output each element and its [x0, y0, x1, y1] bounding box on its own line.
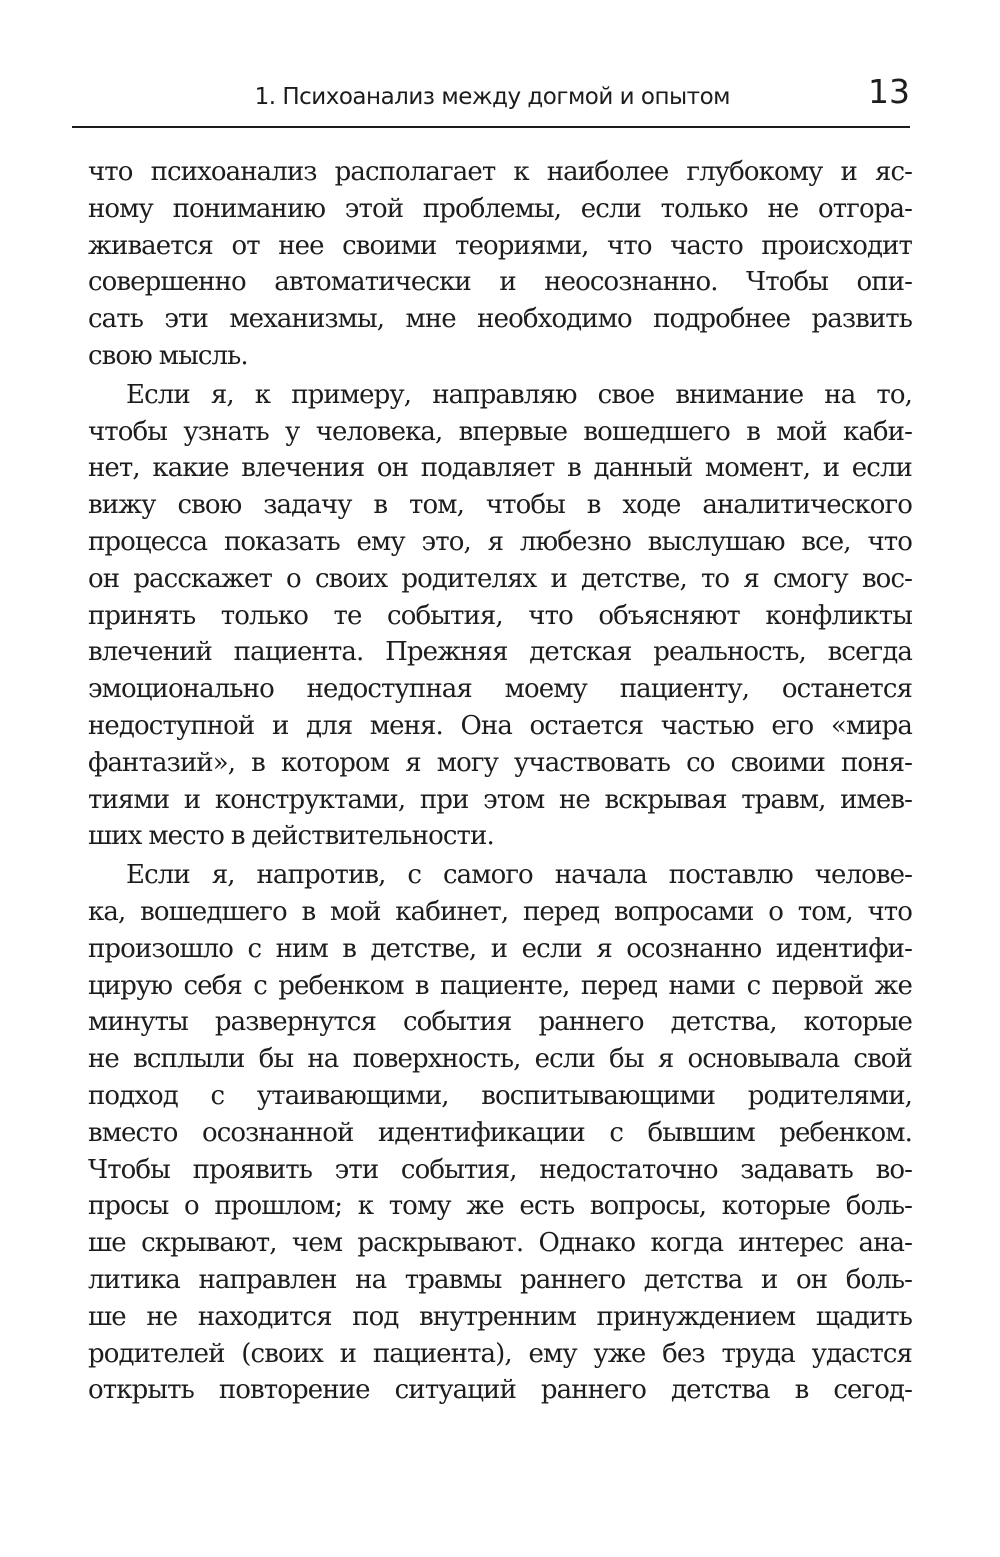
text-line: живается от нее своими теориями, что часто происходит [88, 230, 912, 261]
text-line: фантазий», в котором я могу участвовать со своими поня- [88, 747, 912, 778]
text-line: что психоанализ располагает к наиболее глубокому и яс- [88, 157, 912, 187]
text-line: не всплыли бы на поверхность, если бы я основывала свой [88, 1044, 912, 1075]
body-text [88, 154, 912, 1409]
text-line: вижу свою задачу в том, чтобы в ходе аналитического [88, 490, 912, 521]
text-line: тиями и конструктами, при этом не вскрывая травм, имев- [88, 784, 912, 815]
running-title: 1. Психоанализ между догмой и опытом [254, 84, 730, 110]
text-line: недоступной и для меня. Она остается частью его «мира [88, 710, 912, 741]
text-line: ше скрывают, чем раскрывают. Однако когда интерес ана- [88, 1228, 912, 1259]
text-line: литика направлен на травмы раннего детства и он боль- [88, 1264, 912, 1295]
text-line: чтобы узнать у человека, впервые вошедшего в мой каби- [88, 416, 912, 447]
text-line: Если я, к примеру, направляю свое внимание на то, [126, 379, 912, 410]
text-line: минуты развернутся события раннего детства, которые [88, 1007, 912, 1038]
text-line: нет, какие влечения он подавляет в данный момент, и если [88, 453, 912, 484]
text-line: ших место в действительности. [88, 821, 494, 852]
paragraph [88, 154, 912, 375]
page-number: 13 [868, 72, 910, 111]
text-line: просы о прошлом; к тому же есть вопросы, которые боль- [88, 1191, 912, 1222]
text-line: произошло с ним в детстве, и если я осознанно идентифи- [88, 933, 912, 964]
text-line: принять только те события, что объясняют конфликты [88, 600, 912, 631]
text-line: вместо осознанной идентификации с бывшим ребенком. [88, 1117, 912, 1148]
text-line: совершенно автоматически и неосознанно. Чтобы опи- [88, 267, 912, 298]
text-line: подход с утаивающими, воспитывающими родителями, [88, 1080, 912, 1111]
text-line: свою мысль. [88, 340, 248, 371]
text-line: эмоционально недоступная моему пациенту, останется [88, 674, 912, 705]
text-line: открыть повторение ситуаций раннего детства в сегод- [88, 1375, 912, 1406]
text-line: Чтобы проявить эти события, недостаточно задавать во- [88, 1154, 912, 1185]
text-line: ка, вошедшего в мой кабинет, перед вопросами о том, что [88, 896, 912, 927]
text-line: ному пониманию этой проблемы, если только не отгора- [88, 193, 912, 224]
text-line: сать эти механизмы, мне необходимо подробнее развить [88, 304, 912, 335]
text-line: ше не находится под внутренним принуждением щадить [88, 1301, 912, 1332]
paragraph [88, 857, 912, 1409]
running-header [72, 70, 910, 128]
text-line: влечений пациента. Прежняя детская реальность, всегда [88, 637, 912, 668]
text-line: Если я, напротив, с самого начала поставлю челове- [126, 860, 912, 891]
text-line: родителей (своих и пациента), ему уже без труда удастся [88, 1338, 912, 1369]
paragraph [88, 377, 912, 855]
text-line: цирую себя с ребенком в пациенте, перед нами с первой же [88, 970, 912, 1001]
text-line: процесса показать ему это, я любезно выслушаю все, что [88, 526, 912, 557]
text-line: он расскажет о своих родителях и детстве, то я смогу вос- [88, 563, 912, 594]
